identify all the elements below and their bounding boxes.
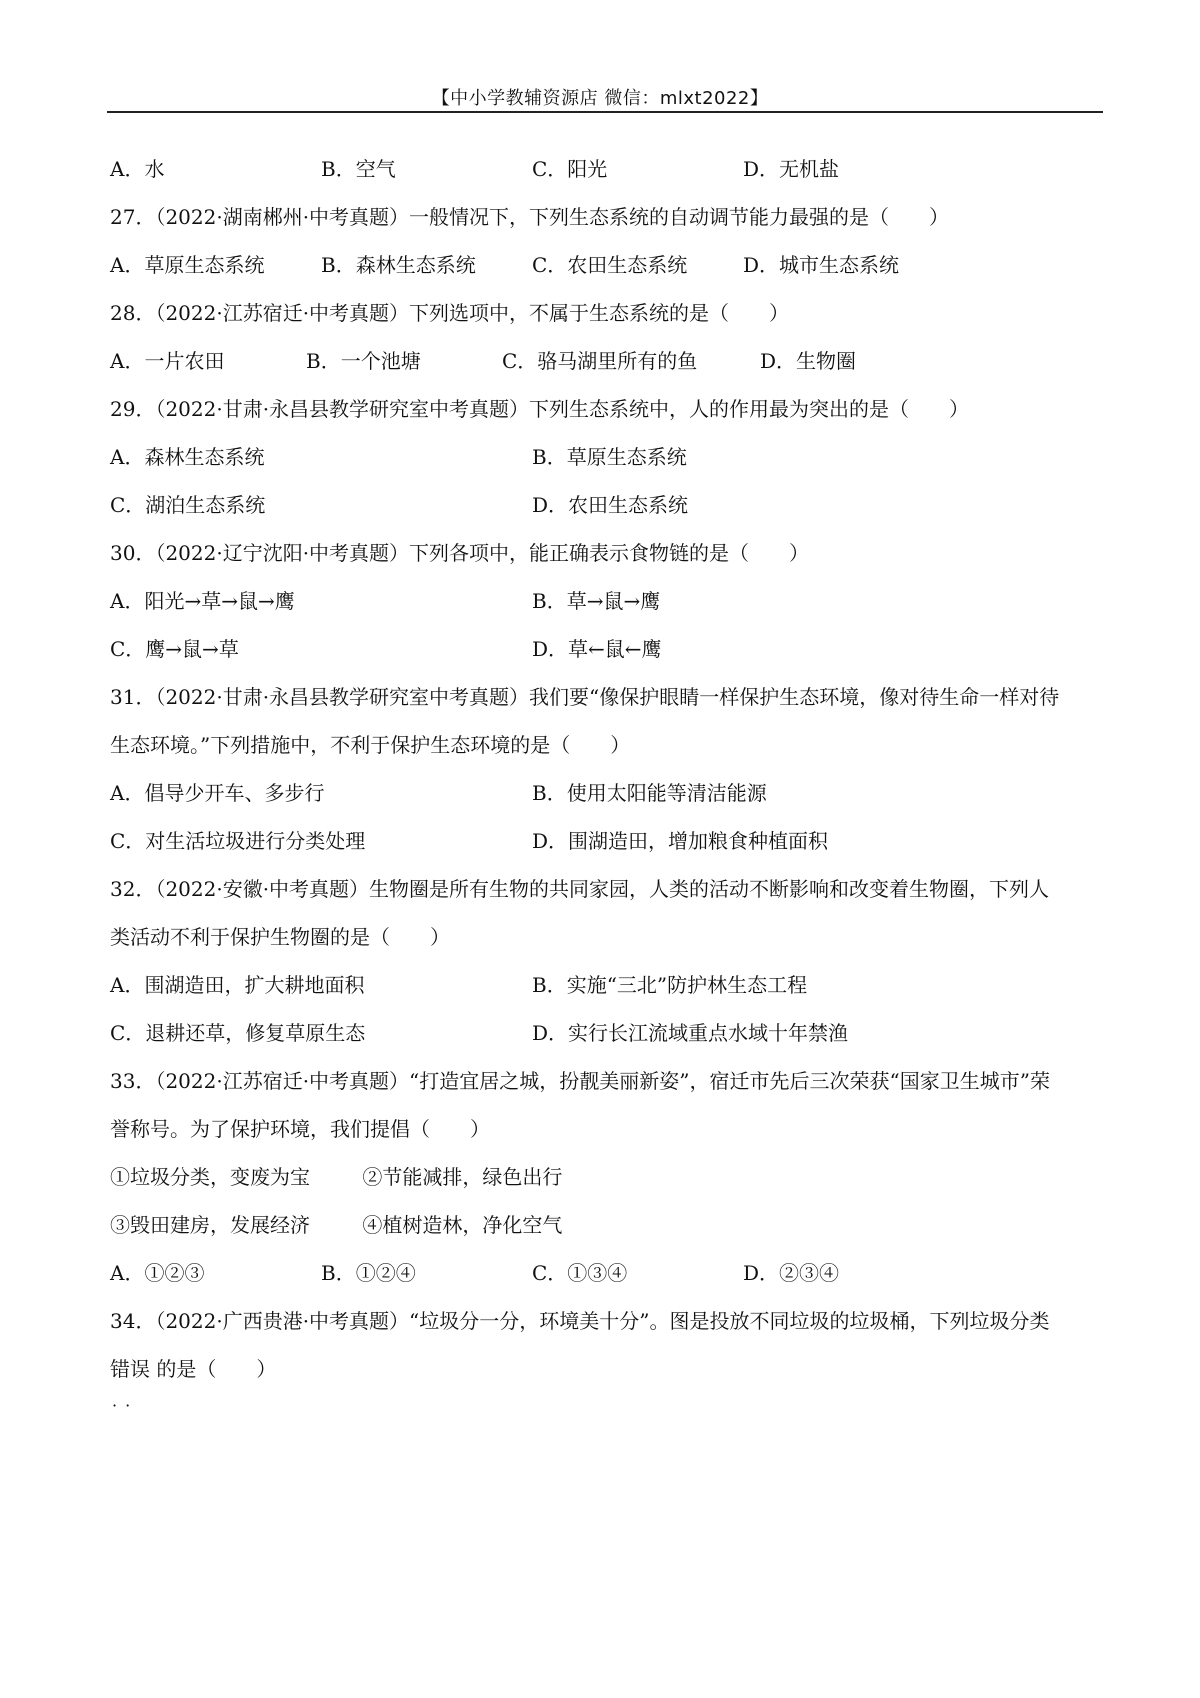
q29-option-c: C．湖泊生态系统 [110, 493, 266, 517]
page-header: 【中小学教辅资源店 微信：mlxt2022】 [431, 88, 769, 109]
q27-options [110, 246, 1100, 294]
q26-option-c: C．阳光 [532, 157, 608, 181]
q26-option-d: D．无机盐 [743, 157, 840, 181]
q30-options-row1 [110, 582, 1100, 630]
q32-options-row2 [110, 1014, 1100, 1062]
q31-option-a: A．倡导少开车、多步行 [110, 781, 325, 805]
q32-option-b: B．实施“三北”防护林生态工程 [532, 973, 808, 997]
q27-option-a: A．草原生态系统 [110, 253, 265, 277]
q31-options-row1 [110, 774, 1100, 822]
q29-stem: 29．（2022·甘肃·永昌县教学研究室中考真题）下列生态系统中，人的作用最为突出的是（ ） [110, 397, 970, 421]
q26-options [110, 150, 1100, 198]
q33-option-b: B．①②④ [321, 1261, 416, 1285]
q34-emphasis-text: 错误 [110, 1357, 150, 1381]
q29-option-a: A．森林生态系统 [110, 445, 265, 469]
q33-item-2: ②节能减排，绿色出行 [362, 1165, 563, 1189]
q33-option-c: C．①③④ [532, 1261, 628, 1285]
q26-option-a: A．水 [110, 157, 165, 181]
q33-item-3: ③毁田建房，发展经济 [110, 1213, 310, 1237]
q28-options [110, 342, 1100, 390]
q34-emphasized-word [110, 1357, 156, 1415]
q32-stem-line2: 类活动不利于保护生物圈的是（ ） [110, 925, 450, 949]
q29-options-row1 [110, 438, 1100, 486]
q30-option-a: A．阳光→草→鼠→鹰 [110, 589, 295, 613]
q34-stem-line1: 34．（2022·广西贵港·中考真题）“垃圾分一分，环境美十分”。图是投放不同垃圾的垃圾桶，下列垃圾分类 [110, 1309, 1050, 1333]
q33-stem-line1: 33．（2022·江苏宿迁·中考真题）“打造宜居之城，扮靓美丽新姿”，宿迁市先后三次荣获“国家卫生城市”荣 [110, 1069, 1050, 1093]
header-rule [107, 111, 1103, 113]
q28-stem: 28．（2022·江苏宿迁·中考真题）下列选项中，不属于生态系统的是（ ） [110, 301, 790, 325]
q33-option-a: A．①②③ [110, 1261, 205, 1285]
q31-option-d: D．围湖造田，增加粮食种植面积 [532, 829, 829, 853]
q28-option-c: C．骆马湖里所有的鱼 [502, 349, 698, 373]
q31-stem-line2: 生态环境。”下列措施中，不利于保护生态环境的是（ ） [110, 733, 631, 757]
q34-stem-rest: 的是（ ） [156, 1357, 277, 1381]
q27-option-d: D．城市生态系统 [743, 253, 900, 277]
emphasis-dots: ·· [112, 1396, 139, 1415]
q28-option-b: B．一个池塘 [306, 349, 421, 373]
q32-option-c: C．退耕还草，修复草原生态 [110, 1021, 366, 1045]
q29-option-d: D．农田生态系统 [532, 493, 689, 517]
q31-option-b: B．使用太阳能等清洁能源 [532, 781, 767, 805]
q31-option-c: C．对生活垃圾进行分类处理 [110, 829, 366, 853]
q33-items-row2 [110, 1206, 1100, 1254]
q32-stem-line1: 32．（2022·安徽·中考真题）生物圈是所有生物的共同家园，人类的活动不断影响和改变着生物圈，下列人 [110, 877, 1050, 901]
q32-option-d: D．实行长江流域重点水域十年禁渔 [532, 1021, 849, 1045]
q29-option-b: B．草原生态系统 [532, 445, 687, 469]
q30-stem: 30．（2022·辽宁沈阳·中考真题）下列各项中，能正确表示食物链的是（ ） [110, 541, 810, 565]
q30-option-b: B．草→鼠→鹰 [532, 589, 661, 613]
q33-options [110, 1254, 1100, 1302]
q31-stem-line1: 31．（2022·甘肃·永昌县教学研究室中考真题）我们要“像保护眼睛一样保护生态环境，像对待生命一样对待 [110, 685, 1060, 709]
q28-option-a: A．一片农田 [110, 349, 225, 373]
q30-options-row2 [110, 630, 1100, 678]
q33-stem-line2: 誉称号。为了保护环境，我们提倡（ ） [110, 1117, 490, 1141]
q31-options-row2 [110, 822, 1100, 870]
q33-item-4: ④植树造林，净化空气 [362, 1213, 563, 1237]
q34-stem-line2 [110, 1350, 1100, 1415]
q32-options-row1 [110, 966, 1100, 1014]
q28-option-d: D．生物圈 [760, 349, 857, 373]
q27-stem: 27．（2022·湖南郴州·中考真题）一般情况下，下列生态系统的自动调节能力最强的是（ ） [110, 205, 950, 229]
q30-option-c: C．鹰→鼠→草 [110, 637, 239, 661]
q33-option-d: D．②③④ [743, 1261, 840, 1285]
q33-items-row1 [110, 1158, 1100, 1206]
q29-options-row2 [110, 486, 1100, 534]
q33-item-1: ①垃圾分类，变废为宝 [110, 1165, 310, 1189]
q27-option-b: B．森林生态系统 [321, 253, 476, 277]
question-content [110, 150, 1100, 1415]
q32-option-a: A．围湖造田，扩大耕地面积 [110, 973, 365, 997]
q30-option-d: D．草←鼠←鹰 [532, 637, 662, 661]
q27-option-c: C．农田生态系统 [532, 253, 688, 277]
q26-option-b: B．空气 [321, 157, 396, 181]
